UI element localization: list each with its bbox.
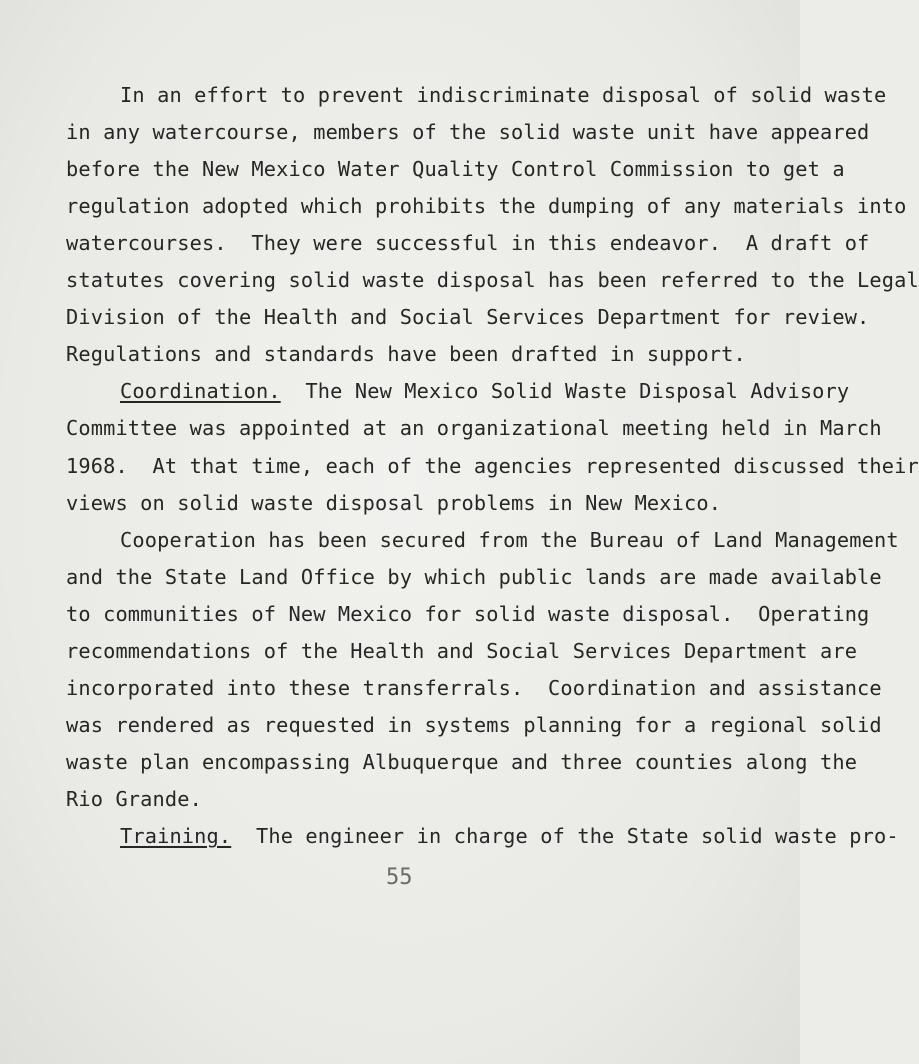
body-text-run: The New Mexico Solid Waste Disposal Advisory — [280, 379, 850, 404]
body-text-line: Division of the Health and Social Services Department for review. — [66, 305, 870, 330]
body-text-line: in any watercourse, members of the solid waste unit have appeared — [66, 120, 870, 144]
body-text-line: to communities of New Mexico for solid waste disposal. Operating — [66, 601, 870, 626]
body-text-line: and the State Land Office by which public lands are made available — [66, 564, 882, 589]
body-text-line: views on solid waste disposal problems in New Mexico. — [66, 490, 722, 515]
section-heading-line — [120, 824, 899, 848]
body-text-run: The engineer in charge of the State solid waste pro- — [231, 824, 899, 848]
body-text-line: waste plan encompassing Albuquerque and three counties along the — [66, 749, 858, 774]
body-text-line: Regulations and standards have been drafted in support. — [66, 342, 746, 367]
page-number: 55 — [386, 865, 413, 890]
body-text-line: before the New Mexico Water Quality Control Commission to get a — [66, 157, 845, 182]
body-text-line: incorporated into these transferrals. Coordination and assistance — [66, 675, 882, 700]
body-text-line: Cooperation has been secured from the Bureau of Land Management — [120, 527, 899, 552]
section-heading-training: Training. — [120, 824, 232, 848]
body-text-line: statutes covering solid waste disposal has been referred to the Legal — [66, 268, 919, 293]
body-text-line: In an effort to prevent indiscriminate disposal of solid waste — [120, 83, 887, 107]
body-text-line: Rio Grande. — [66, 786, 202, 811]
body-text-line: 1968. At that time, each of the agencies represented discussed their — [66, 453, 919, 478]
body-text-line: Committee was appointed at an organizational meeting held in March — [66, 416, 882, 441]
body-text-line: was rendered as requested in systems planning for a regional solid — [66, 712, 882, 737]
body-text-line: watercourses. They were successful in this endeavor. A draft of — [66, 231, 870, 256]
body-text-line: regulation adopted which prohibits the dumping of any materials into — [66, 194, 907, 219]
section-heading-coordination: Coordination. — [120, 379, 281, 404]
body-text-line: recommendations of the Health and Social Services Department are — [66, 638, 858, 663]
section-heading-line — [120, 379, 849, 403]
